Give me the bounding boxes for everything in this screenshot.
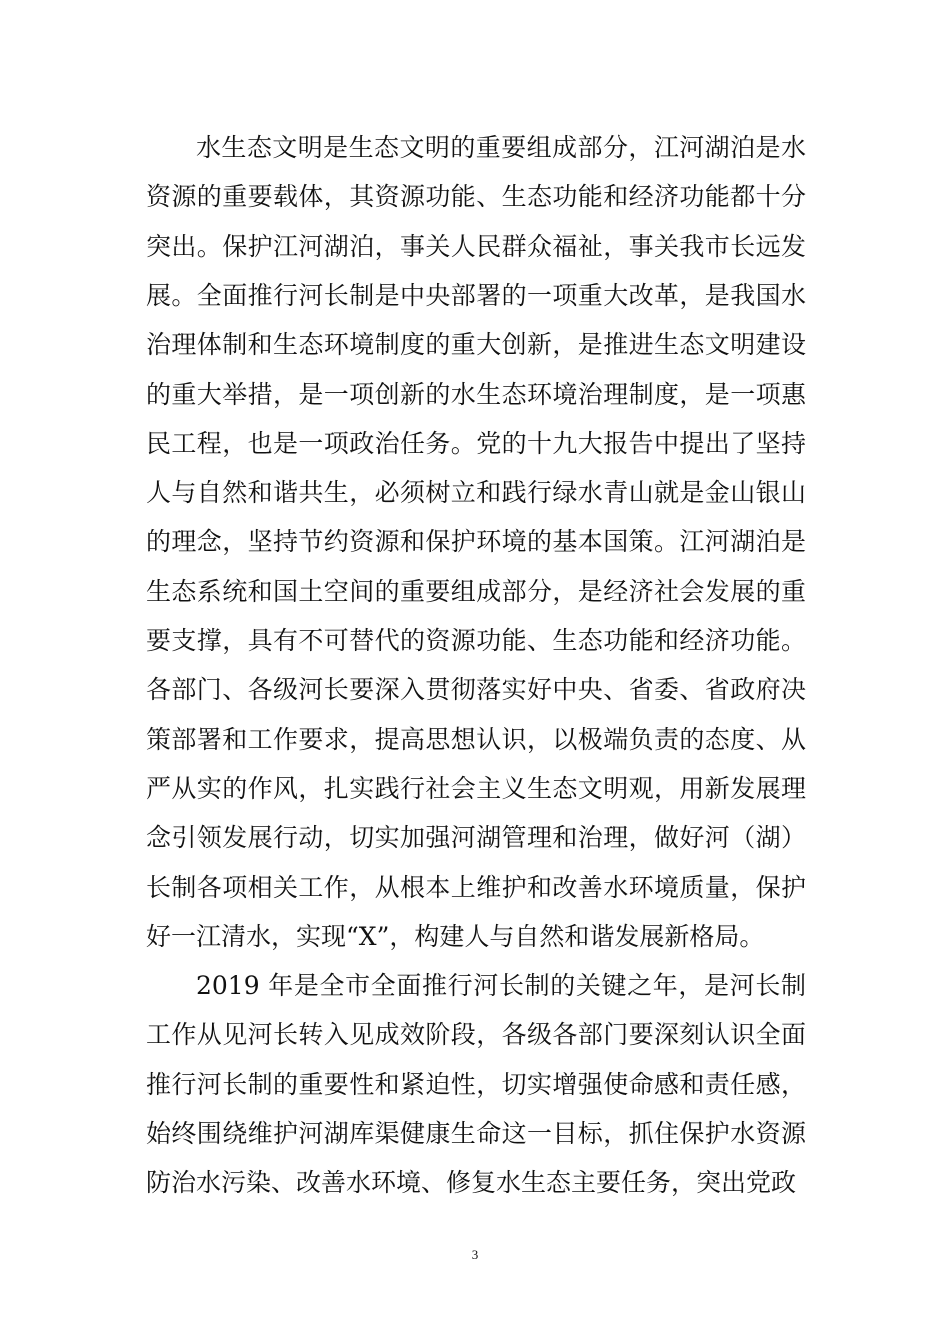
text-line: 资源的重要载体，其资源功能、生态功能和经济功能都十分 xyxy=(146,182,806,211)
text-line: 展。全面推行河长制是中央部署的一项重大改革，是我国水 xyxy=(146,281,806,310)
text-line: 策部署和工作要求，提高思想认识，以极端负责的态度、从 xyxy=(146,725,806,754)
text-line: 推行河长制的重要性和紧迫性，切实增强使命感和责任感， xyxy=(146,1070,806,1099)
text-line: 生态系统和国土空间的重要组成部分，是经济社会发展的重 xyxy=(146,577,806,606)
text-line: 人与自然和谐共生，必须树立和践行绿水青山就是金山银山 xyxy=(146,478,806,507)
text-line: 治理体制和生态环境制度的重大创新，是推进生态文明建设 xyxy=(146,330,806,359)
text-line: 长制各项相关工作，从根本上维护和改善水环境质量，保护 xyxy=(146,873,806,902)
text-line: 始终围绕维护河湖库渠健康生命这一目标，抓住保护水资源 xyxy=(146,1119,806,1148)
text-line: 好一江清水，实现“X”，构建人与自然和谐发展新格局。 xyxy=(146,922,765,951)
text-line: 突出。保护江河湖泊，事关人民群众福祉，事关我市长远发 xyxy=(146,232,806,261)
text-line: 水生态文明是生态文明的重要组成部分，江河湖泊是水 xyxy=(196,133,806,162)
text-line: 各部门、各级河长要深入贯彻落实好中央、省委、省政府决 xyxy=(146,675,806,704)
text-line: 工作从见河长转入见成效阶段，各级各部门要深刻认识全面 xyxy=(146,1020,806,1049)
text-line: 的理念，坚持节约资源和保护环境的基本国策。江河湖泊是 xyxy=(146,527,806,556)
text-line: 念引领发展行动，切实加强河湖管理和治理，做好河（湖） xyxy=(146,823,806,852)
page-number: 3 xyxy=(471,1247,479,1262)
text-line: 2019 年是全市全面推行河长制的关键之年，是河长制 xyxy=(196,971,806,1000)
text-line: 的重大举措，是一项创新的水生态环境治理制度，是一项惠 xyxy=(146,380,806,409)
text-line: 防治水污染、改善水环境、修复水生态主要任务，突出党政 xyxy=(146,1168,797,1197)
text-line: 严从实的作风，扎实践行社会主义生态文明观，用新发展理 xyxy=(146,774,806,803)
text-line: 民工程，也是一项政治任务。党的十九大报告中提出了坚持 xyxy=(146,429,806,458)
text-line: 要支撑，具有不可替代的资源功能、生态功能和经济功能。 xyxy=(146,626,806,655)
